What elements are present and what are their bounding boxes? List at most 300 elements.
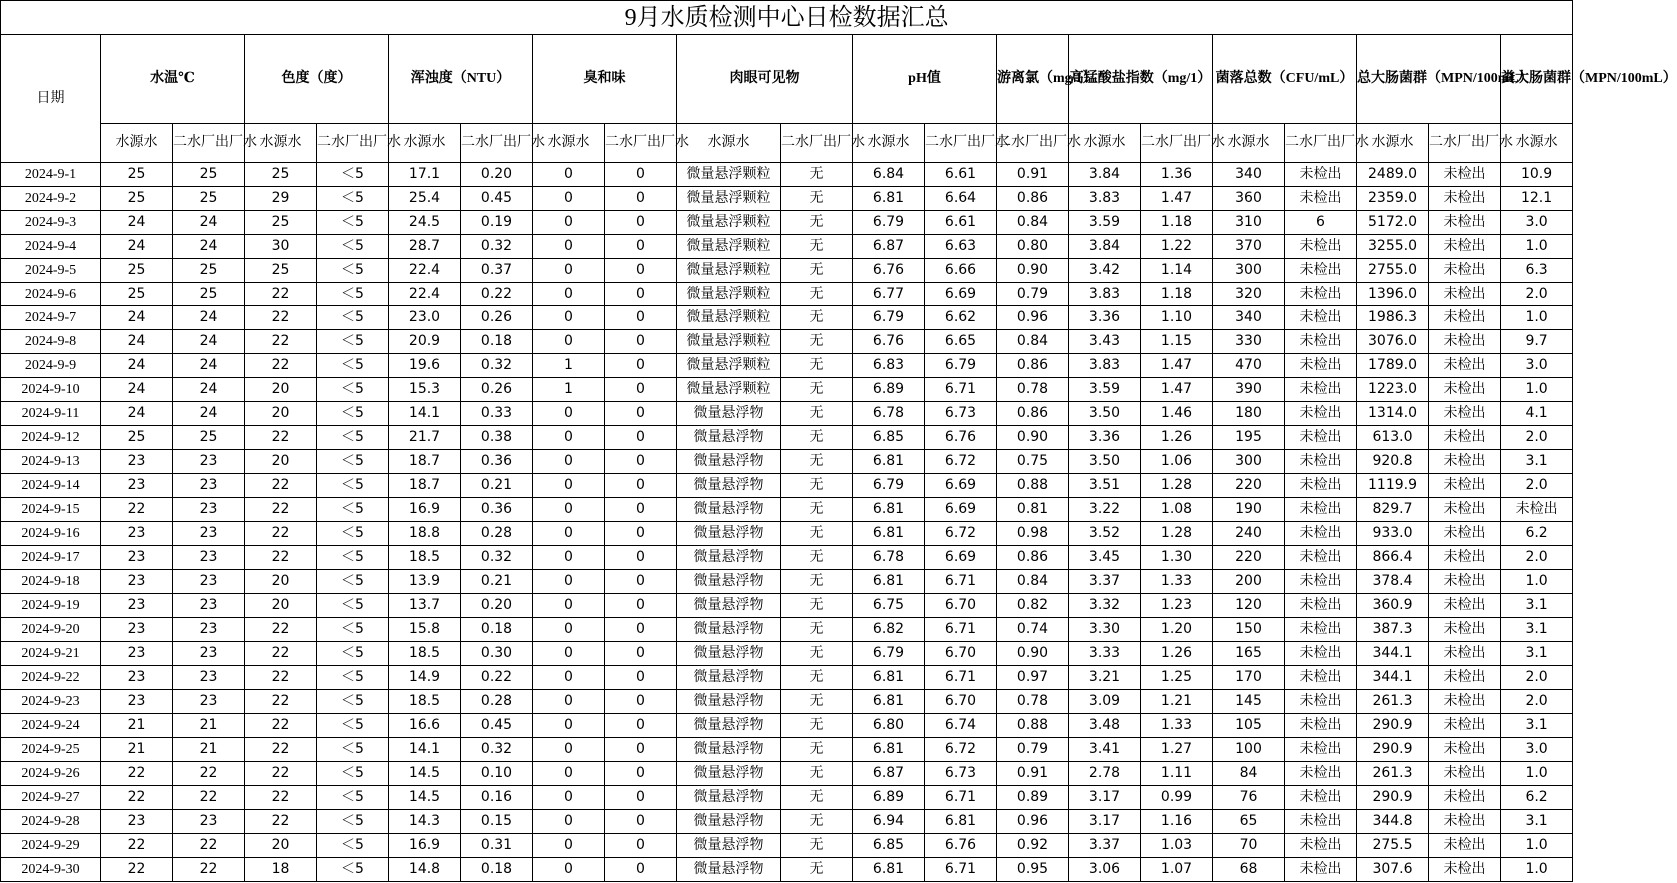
data-cell: 6.77: [853, 282, 925, 306]
data-cell: 22: [245, 546, 317, 570]
data-cell: 25: [245, 162, 317, 186]
sub-header: 水源水: [1501, 123, 1573, 162]
data-cell: 6.89: [853, 378, 925, 402]
data-cell: 微量悬浮物: [677, 689, 781, 713]
data-cell: 10.9: [1501, 162, 1573, 186]
data-cell: 无: [781, 761, 853, 785]
data-cell: 6.2: [1501, 522, 1573, 546]
data-cell: 6.76: [925, 833, 997, 857]
data-cell: 0: [605, 666, 677, 690]
data-cell: 无: [781, 282, 853, 306]
data-cell: 未检出: [1285, 426, 1357, 450]
data-cell: 0.89: [997, 785, 1069, 809]
data-cell: 0.79: [997, 282, 1069, 306]
data-cell: 16.9: [389, 498, 461, 522]
table-row: [1, 594, 1573, 618]
data-cell: 0: [533, 570, 605, 594]
date-cell: 2024-9-4: [1, 234, 101, 258]
data-cell: 未检出: [1285, 857, 1357, 881]
data-cell: 微量悬浮物: [677, 857, 781, 881]
data-cell: ＜5: [317, 833, 389, 857]
data-cell: ＜5: [317, 186, 389, 210]
date-cell: 2024-9-3: [1, 210, 101, 234]
data-cell: 0.96: [997, 809, 1069, 833]
data-cell: 0.86: [997, 546, 1069, 570]
data-cell: 1314.0: [1357, 402, 1429, 426]
data-cell: 未检出: [1285, 474, 1357, 498]
date-cell: 2024-9-10: [1, 378, 101, 402]
data-cell: 3.17: [1069, 809, 1141, 833]
data-cell: 24.5: [389, 210, 461, 234]
data-cell: 0: [605, 618, 677, 642]
data-cell: ＜5: [317, 809, 389, 833]
date-column-header: 日期: [1, 35, 101, 163]
data-cell: 无: [781, 306, 853, 330]
data-cell: 23: [173, 594, 245, 618]
data-cell: 340: [1213, 162, 1285, 186]
data-cell: 0: [605, 594, 677, 618]
table-row: [1, 498, 1573, 522]
data-cell: 0: [605, 282, 677, 306]
data-cell: 6.70: [925, 689, 997, 713]
data-cell: 无: [781, 689, 853, 713]
data-cell: 0: [605, 474, 677, 498]
data-cell: 6.83: [853, 354, 925, 378]
data-cell: 13.9: [389, 570, 461, 594]
data-cell: 微量悬浮物: [677, 737, 781, 761]
data-cell: 3.36: [1069, 426, 1141, 450]
data-cell: 0: [533, 737, 605, 761]
data-cell: 1.0: [1501, 306, 1573, 330]
data-cell: 25: [101, 186, 173, 210]
data-cell: 未检出: [1429, 809, 1501, 833]
data-cell: 0: [533, 426, 605, 450]
data-cell: 23: [101, 594, 173, 618]
data-cell: 23: [173, 666, 245, 690]
data-cell: 14.8: [389, 857, 461, 881]
sub-header: 水源水: [389, 123, 461, 162]
data-cell: 1.47: [1141, 354, 1213, 378]
data-cell: 未检出: [1429, 234, 1501, 258]
data-cell: 0: [533, 594, 605, 618]
data-cell: 344.1: [1357, 642, 1429, 666]
data-cell: 未检出: [1429, 666, 1501, 690]
data-cell: 0.45: [461, 186, 533, 210]
page-title: 9月水质检测中心日检数据汇总: [1, 1, 1573, 35]
data-cell: 6.87: [853, 234, 925, 258]
data-cell: 20: [245, 570, 317, 594]
data-cell: 310: [1213, 210, 1285, 234]
data-cell: 22: [245, 713, 317, 737]
data-cell: 18.7: [389, 474, 461, 498]
data-cell: 0.86: [997, 402, 1069, 426]
data-cell: 23: [101, 450, 173, 474]
data-cell: 22: [245, 737, 317, 761]
data-cell: 0: [605, 642, 677, 666]
data-cell: 866.4: [1357, 546, 1429, 570]
data-cell: 23: [173, 689, 245, 713]
data-cell: 6.79: [853, 210, 925, 234]
data-cell: 微量悬浮物: [677, 618, 781, 642]
data-cell: 微量悬浮物: [677, 474, 781, 498]
data-cell: 微量悬浮物: [677, 402, 781, 426]
data-cell: ＜5: [317, 618, 389, 642]
data-cell: 22: [245, 426, 317, 450]
data-cell: 2359.0: [1357, 186, 1429, 210]
data-cell: 无: [781, 234, 853, 258]
date-cell: 2024-9-17: [1, 546, 101, 570]
data-cell: 未检出: [1429, 594, 1501, 618]
data-cell: 0: [533, 258, 605, 282]
data-cell: 22: [101, 498, 173, 522]
data-cell: 6.79: [853, 642, 925, 666]
data-cell: 3.51: [1069, 474, 1141, 498]
data-cell: 3.83: [1069, 282, 1141, 306]
data-cell: 未检出: [1285, 570, 1357, 594]
data-cell: 3.32: [1069, 594, 1141, 618]
data-cell: 未检出: [1429, 282, 1501, 306]
data-cell: 0.38: [461, 426, 533, 450]
data-cell: ＜5: [317, 785, 389, 809]
data-cell: 3.1: [1501, 618, 1573, 642]
data-cell: 100: [1213, 737, 1285, 761]
data-cell: 0: [533, 713, 605, 737]
group-header: 菌落总数（CFU/mL）: [1213, 35, 1357, 123]
data-cell: 13.7: [389, 594, 461, 618]
data-cell: 0.32: [461, 546, 533, 570]
data-cell: 1.0: [1501, 378, 1573, 402]
data-cell: 1.0: [1501, 857, 1573, 881]
data-cell: 0.28: [461, 522, 533, 546]
data-cell: 3.83: [1069, 186, 1141, 210]
data-cell: 无: [781, 162, 853, 186]
data-cell: 20: [245, 450, 317, 474]
data-cell: 14.9: [389, 666, 461, 690]
data-cell: 6.81: [853, 857, 925, 881]
table-row: [1, 306, 1573, 330]
data-cell: 3076.0: [1357, 330, 1429, 354]
data-cell: 290.9: [1357, 785, 1429, 809]
data-cell: 0.18: [461, 330, 533, 354]
data-cell: 3.21: [1069, 666, 1141, 690]
data-cell: ＜5: [317, 761, 389, 785]
data-cell: 无: [781, 330, 853, 354]
data-cell: 25: [101, 162, 173, 186]
data-cell: 微量悬浮物: [677, 522, 781, 546]
data-cell: 1.36: [1141, 162, 1213, 186]
data-cell: 未检出: [1285, 402, 1357, 426]
data-cell: 微量悬浮物: [677, 785, 781, 809]
data-cell: 6.61: [925, 210, 997, 234]
data-cell: 25: [101, 258, 173, 282]
data-cell: 未检出: [1285, 618, 1357, 642]
data-cell: 3.1: [1501, 594, 1573, 618]
data-cell: 无: [781, 258, 853, 282]
data-cell: 16.6: [389, 713, 461, 737]
data-cell: 70: [1213, 833, 1285, 857]
data-cell: 未检出: [1429, 522, 1501, 546]
data-cell: 未检出: [1285, 689, 1357, 713]
data-cell: 920.8: [1357, 450, 1429, 474]
date-cell: 2024-9-20: [1, 618, 101, 642]
table-row: [1, 618, 1573, 642]
data-cell: 3.1: [1501, 713, 1573, 737]
data-cell: 1.47: [1141, 378, 1213, 402]
data-cell: 0.78: [997, 689, 1069, 713]
date-cell: 2024-9-5: [1, 258, 101, 282]
data-cell: 1.0: [1501, 833, 1573, 857]
data-cell: 25: [245, 258, 317, 282]
data-cell: 24: [173, 354, 245, 378]
data-cell: 0: [605, 258, 677, 282]
data-cell: 1.46: [1141, 402, 1213, 426]
data-cell: 25: [173, 426, 245, 450]
sub-header: 二水厂出厂水: [317, 123, 389, 162]
data-cell: 6.71: [925, 618, 997, 642]
data-cell: 65: [1213, 809, 1285, 833]
data-cell: 6.79: [925, 354, 997, 378]
data-cell: 22: [245, 282, 317, 306]
data-cell: 21: [101, 737, 173, 761]
sub-header: 二水厂出厂水: [173, 123, 245, 162]
data-cell: 261.3: [1357, 689, 1429, 713]
data-cell: 1.20: [1141, 618, 1213, 642]
data-cell: 6.81: [853, 450, 925, 474]
table-row: [1, 474, 1573, 498]
data-cell: 微量悬浮物: [677, 761, 781, 785]
data-cell: 3.0: [1501, 210, 1573, 234]
data-cell: 6.62: [925, 306, 997, 330]
data-cell: 3.42: [1069, 258, 1141, 282]
data-cell: 3.50: [1069, 450, 1141, 474]
data-cell: 0.80: [997, 234, 1069, 258]
data-cell: 6.65: [925, 330, 997, 354]
data-cell: 无: [781, 737, 853, 761]
data-cell: 23: [101, 642, 173, 666]
data-cell: 0: [533, 498, 605, 522]
data-cell: 0: [605, 570, 677, 594]
data-cell: 微量悬浮物: [677, 833, 781, 857]
data-cell: 未检出: [1285, 761, 1357, 785]
data-cell: 1.14: [1141, 258, 1213, 282]
data-cell: 微量悬浮物: [677, 498, 781, 522]
data-cell: 1119.9: [1357, 474, 1429, 498]
group-header: pH值: [853, 35, 997, 123]
data-cell: 0: [605, 761, 677, 785]
table-row: [1, 450, 1573, 474]
data-cell: ＜5: [317, 306, 389, 330]
sub-header: 二水厂出厂水: [461, 123, 533, 162]
data-cell: 未检出: [1285, 785, 1357, 809]
data-cell: 6.69: [925, 282, 997, 306]
data-cell: 23: [101, 522, 173, 546]
data-cell: 24: [173, 306, 245, 330]
data-cell: 3.41: [1069, 737, 1141, 761]
data-cell: 0.90: [997, 642, 1069, 666]
data-cell: 无: [781, 642, 853, 666]
data-cell: ＜5: [317, 282, 389, 306]
sub-header: 二水厂出厂水: [1285, 123, 1357, 162]
data-cell: 0.99: [1141, 785, 1213, 809]
data-cell: 6.80: [853, 713, 925, 737]
table-row: [1, 833, 1573, 857]
data-cell: 22: [173, 785, 245, 809]
data-cell: 21: [101, 713, 173, 737]
data-cell: 6.69: [925, 546, 997, 570]
data-cell: 微量悬浮物: [677, 666, 781, 690]
group-header: 肉眼可见物: [677, 35, 853, 123]
data-cell: 1.08: [1141, 498, 1213, 522]
sub-header: 二水厂出厂水: [605, 123, 677, 162]
data-cell: 378.4: [1357, 570, 1429, 594]
data-cell: 1.15: [1141, 330, 1213, 354]
data-cell: 无: [781, 857, 853, 881]
data-cell: 1.27: [1141, 737, 1213, 761]
data-cell: 344.1: [1357, 666, 1429, 690]
data-cell: 2489.0: [1357, 162, 1429, 186]
date-cell: 2024-9-30: [1, 857, 101, 881]
data-cell: 0: [605, 737, 677, 761]
data-cell: 无: [781, 354, 853, 378]
data-cell: 23: [101, 618, 173, 642]
data-cell: 未检出: [1429, 498, 1501, 522]
data-cell: 0: [533, 618, 605, 642]
data-cell: 6.70: [925, 642, 997, 666]
date-cell: 2024-9-19: [1, 594, 101, 618]
data-cell: 微量悬浮颗粒: [677, 282, 781, 306]
data-cell: 6.3: [1501, 258, 1573, 282]
data-cell: 6.71: [925, 785, 997, 809]
data-cell: 0: [533, 162, 605, 186]
date-cell: 2024-9-29: [1, 833, 101, 857]
data-cell: 未检出: [1285, 642, 1357, 666]
data-cell: 0.32: [461, 737, 533, 761]
data-cell: 0.19: [461, 210, 533, 234]
data-cell: 0: [605, 809, 677, 833]
data-cell: 0.32: [461, 354, 533, 378]
data-cell: 6.85: [853, 833, 925, 857]
data-cell: 6.79: [853, 306, 925, 330]
data-cell: 0: [605, 162, 677, 186]
data-cell: 1789.0: [1357, 354, 1429, 378]
data-cell: 未检出: [1285, 186, 1357, 210]
data-cell: 0.90: [997, 426, 1069, 450]
data-cell: 6.81: [853, 666, 925, 690]
data-cell: 无: [781, 402, 853, 426]
data-cell: 21: [173, 713, 245, 737]
data-cell: 1986.3: [1357, 306, 1429, 330]
data-cell: 9.7: [1501, 330, 1573, 354]
data-cell: 1.07: [1141, 857, 1213, 881]
data-cell: 6.76: [925, 426, 997, 450]
data-cell: 340: [1213, 306, 1285, 330]
data-cell: 6.76: [853, 330, 925, 354]
data-cell: 0.37: [461, 258, 533, 282]
data-cell: 290.9: [1357, 713, 1429, 737]
table-row: [1, 666, 1573, 690]
data-cell: 0.21: [461, 474, 533, 498]
data-cell: 6.81: [853, 522, 925, 546]
data-cell: 25: [173, 186, 245, 210]
data-cell: 0: [605, 450, 677, 474]
data-cell: 无: [781, 474, 853, 498]
table-row: [1, 522, 1573, 546]
data-cell: 3.17: [1069, 785, 1141, 809]
data-cell: 0.91: [997, 761, 1069, 785]
data-cell: 0: [605, 234, 677, 258]
data-cell: ＜5: [317, 330, 389, 354]
data-cell: 0.31: [461, 833, 533, 857]
data-cell: 24: [173, 330, 245, 354]
data-cell: 25: [101, 282, 173, 306]
date-cell: 2024-9-13: [1, 450, 101, 474]
group-header: 水温℃: [101, 35, 245, 123]
data-cell: 0.79: [997, 737, 1069, 761]
data-cell: 微量悬浮颗粒: [677, 330, 781, 354]
data-cell: 6.76: [853, 258, 925, 282]
data-cell: 无: [781, 450, 853, 474]
data-cell: ＜5: [317, 426, 389, 450]
data-cell: ＜5: [317, 162, 389, 186]
data-cell: 22: [101, 833, 173, 857]
date-cell: 2024-9-2: [1, 186, 101, 210]
data-cell: 23.0: [389, 306, 461, 330]
data-cell: 3.50: [1069, 402, 1141, 426]
data-cell: 120: [1213, 594, 1285, 618]
data-cell: 0: [605, 522, 677, 546]
data-cell: 17.1: [389, 162, 461, 186]
data-cell: 6.87: [853, 761, 925, 785]
data-cell: 24: [173, 378, 245, 402]
data-cell: 390: [1213, 378, 1285, 402]
sub-header: 二水厂出厂水: [781, 123, 853, 162]
table-row: [1, 642, 1573, 666]
data-cell: 3.1: [1501, 809, 1573, 833]
data-cell: 3.30: [1069, 618, 1141, 642]
sub-header: 水源水: [1069, 123, 1141, 162]
data-cell: 76: [1213, 785, 1285, 809]
data-cell: 1.18: [1141, 210, 1213, 234]
data-cell: 22: [245, 354, 317, 378]
data-cell: 微量悬浮物: [677, 570, 781, 594]
table-row: [1, 258, 1573, 282]
data-cell: 1396.0: [1357, 282, 1429, 306]
date-cell: 2024-9-11: [1, 402, 101, 426]
data-cell: ＜5: [317, 546, 389, 570]
data-cell: 未检出: [1285, 498, 1357, 522]
data-cell: ＜5: [317, 474, 389, 498]
data-cell: 未检出: [1285, 234, 1357, 258]
data-cell: 0.28: [461, 689, 533, 713]
data-cell: 未检出: [1429, 474, 1501, 498]
data-cell: 6.71: [925, 666, 997, 690]
data-cell: 0: [605, 306, 677, 330]
data-cell: 无: [781, 833, 853, 857]
data-cell: 6.81: [853, 689, 925, 713]
data-cell: 1.03: [1141, 833, 1213, 857]
data-cell: 6.81: [853, 186, 925, 210]
data-cell: 22: [173, 833, 245, 857]
data-cell: 未检出: [1285, 594, 1357, 618]
data-cell: 15.3: [389, 378, 461, 402]
data-cell: 6.69: [925, 474, 997, 498]
data-cell: 22: [245, 330, 317, 354]
data-cell: 1.33: [1141, 570, 1213, 594]
data-cell: 0.26: [461, 306, 533, 330]
data-cell: 1.30: [1141, 546, 1213, 570]
data-cell: 22: [173, 761, 245, 785]
data-cell: ＜5: [317, 642, 389, 666]
